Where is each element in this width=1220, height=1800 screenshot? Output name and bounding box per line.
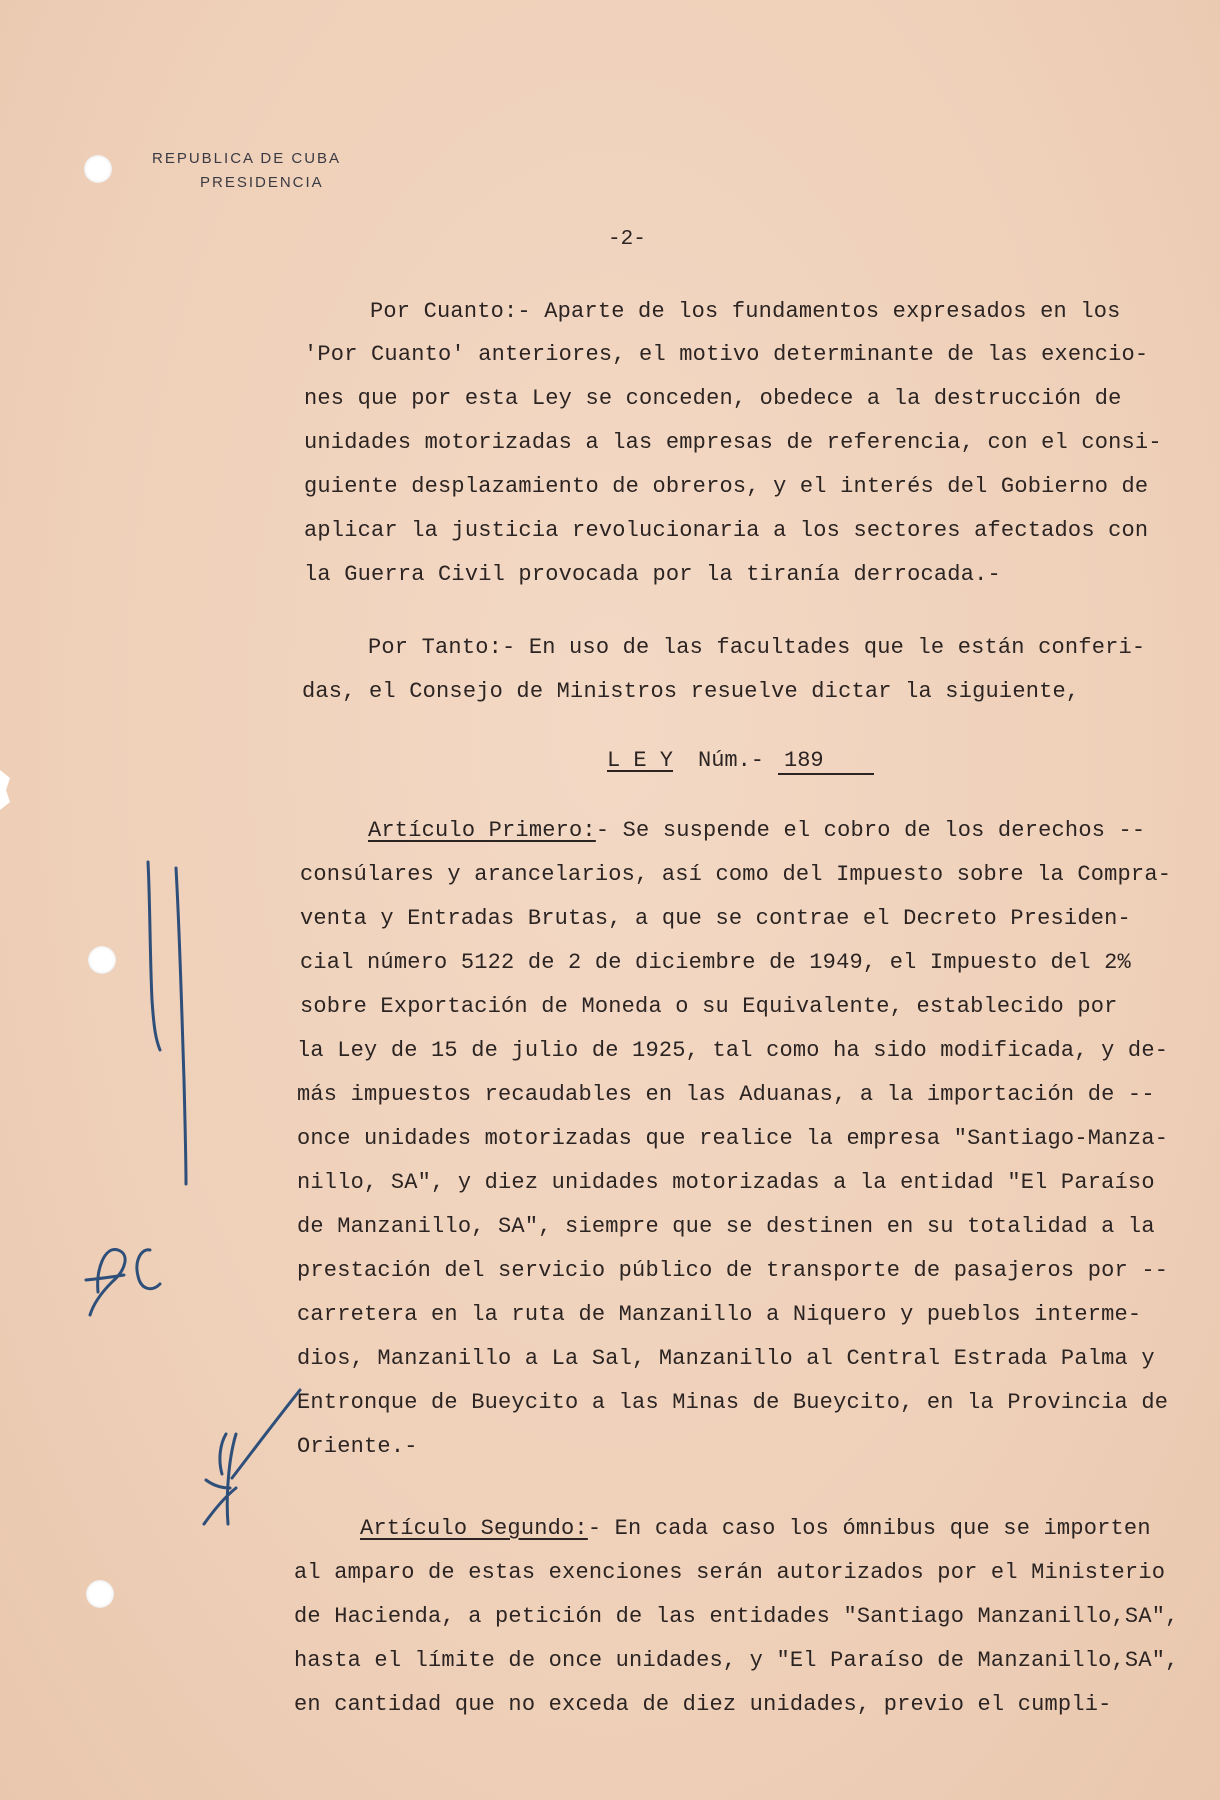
article-1-line: nillo, SA", y diez unidades motorizadas a la entidad "El Paraíso xyxy=(297,1170,1155,1195)
por-cuanto-line: 'Por Cuanto' anteriores, el motivo determinante de las exencio- xyxy=(304,342,1149,367)
punch-hole-bottom xyxy=(86,1580,114,1608)
article-1-heading: Artículo Primero: xyxy=(368,818,596,843)
article-2-first-line xyxy=(360,1518,1151,1540)
article-1-line: consúlares y arancelarios, así como del Impuesto sobre la Compra- xyxy=(300,862,1172,887)
por-cuanto-line: nes que por esta Ley se conceden, obedece a la destrucción de xyxy=(304,386,1122,411)
por-cuanto-line: aplicar la justicia revolucionaria a los sectores afectados con xyxy=(304,518,1149,543)
por-tanto-line: das, el Consejo de Ministros resuelve dictar la siguiente, xyxy=(302,679,1080,704)
ley-number: 189 xyxy=(784,748,824,773)
por-cuanto-line: unidades motorizadas a las empresas de referencia, con el consi- xyxy=(304,430,1162,455)
article-1-line: venta y Entradas Brutas, a que se contrae el Decreto Presiden- xyxy=(300,906,1131,931)
letterhead-republic: REPUBLICA DE CUBA xyxy=(152,150,342,167)
article-1-line: once unidades motorizadas que realice la empresa "Santiago-Manza- xyxy=(297,1126,1169,1151)
page-number: -2- xyxy=(608,228,646,251)
punch-hole-middle xyxy=(88,946,116,974)
letterhead-presidency: PRESIDENCIA xyxy=(200,174,324,191)
article-1-first-text: - Se suspende el cobro de los derechos -- xyxy=(595,818,1146,843)
article-1-line: cial número 5122 de 2 de diciembre de 1949, el Impuesto del 2% xyxy=(300,950,1131,975)
article-2-heading: Artículo Segundo: xyxy=(360,1516,588,1541)
article-1-line: de Manzanillo, SA", siempre que se destinen en su totalidad a la xyxy=(297,1214,1155,1239)
por-tanto-line: Por Tanto:- En uso de las facultades que le están conferi- xyxy=(368,635,1146,660)
article-2-line: al amparo de estas exenciones serán autorizados por el Ministerio xyxy=(294,1560,1166,1585)
article-2-line: en cantidad que no exceda de diez unidades, previo el cumpli- xyxy=(294,1692,1112,1717)
article-1-line: dios, Manzanillo a La Sal, Manzanillo al Central Estrada Palma y xyxy=(297,1346,1155,1371)
article-2-line: hasta el límite de once unidades, y "El Paraíso de Manzanillo,SA", xyxy=(294,1648,1179,1673)
article-1-line: prestación del servicio público de transporte de pasajeros por -- xyxy=(297,1258,1169,1283)
ley-number-label: Núm.- xyxy=(698,748,765,773)
article-1-line: más impuestos recaudables en las Aduanas, a la importación de -- xyxy=(297,1082,1155,1107)
article-1-line: la Ley de 15 de julio de 1925, tal como ha sido modificada, y de- xyxy=(297,1038,1169,1063)
article-2-line: de Hacienda, a petición de las entidades "Santiago Manzanillo,SA", xyxy=(294,1604,1179,1629)
punch-hole-top xyxy=(84,155,112,183)
ley-number-underline xyxy=(778,773,874,775)
article-2-first-text: - En cada caso los ómnibus que se importen xyxy=(587,1516,1151,1541)
por-cuanto-line: la Guerra Civil provocada por la tiranía derrocada.- xyxy=(304,562,1001,587)
por-cuanto-line: guiente desplazamiento de obreros, y el interés del Gobierno de xyxy=(304,474,1149,499)
article-1-line: carretera en la ruta de Manzanillo a Niquero y pueblos interme- xyxy=(297,1302,1142,1327)
ley-title: L E Y xyxy=(607,748,674,773)
article-1-line: Entronque de Bueycito a las Minas de Bueycito, en la Provincia de xyxy=(297,1390,1169,1415)
article-1-line: sobre Exportación de Moneda o su Equivalente, establecido por xyxy=(300,994,1118,1019)
article-1-first-line xyxy=(368,820,1145,842)
por-cuanto-line: Por Cuanto:- Aparte de los fundamentos expresados en los xyxy=(370,299,1121,324)
article-1-line: Oriente.- xyxy=(297,1434,418,1459)
